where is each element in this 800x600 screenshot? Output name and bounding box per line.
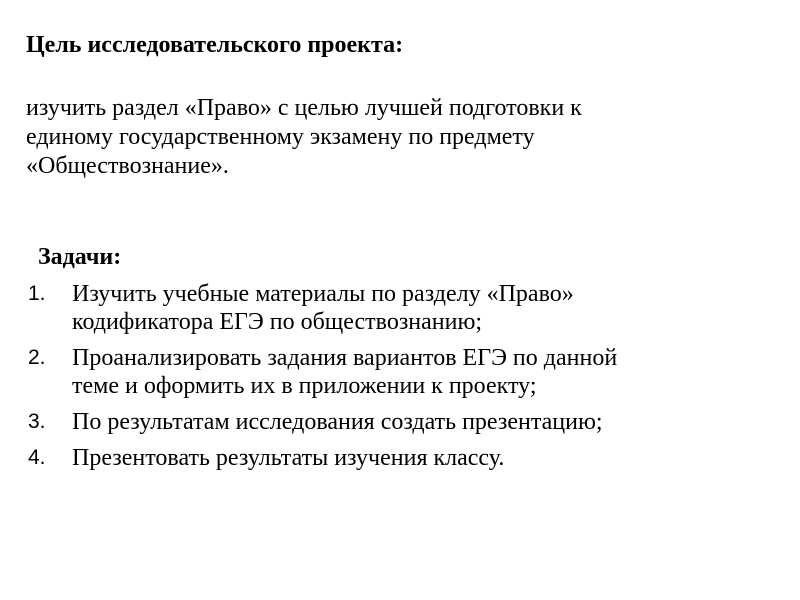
task-text-line: Проанализировать задания вариантов ЕГЭ по данной: [72, 345, 618, 371]
task-text-line: кодификатора ЕГЭ по обществознанию;: [72, 309, 483, 335]
task-number: 2.: [28, 346, 46, 369]
task-item-4: [0, 444, 800, 472]
goal-text: [26, 94, 686, 181]
goal-text-line: единому государственному экзамену по предмету: [26, 124, 535, 150]
task-number: 1.: [28, 282, 46, 305]
task-text-line: Изучить учебные материалы по разделу «Право»: [72, 281, 574, 307]
tasks-title: Задачи:: [38, 244, 122, 270]
task-text-line: Презентовать результаты изучения классу.: [72, 445, 505, 471]
task-item-3: [0, 408, 800, 436]
task-number: 3.: [28, 410, 46, 433]
task-number: 4.: [28, 446, 46, 469]
goal-title: Цель исследовательского проекта:: [26, 32, 404, 58]
goal-text-line: изучить раздел «Право» с целью лучшей подготовки к: [26, 95, 582, 121]
task-text-line: теме и оформить их в приложении к проекту;: [72, 373, 537, 399]
goal-text-line: «Обществознание».: [26, 153, 229, 179]
task-list: [0, 280, 800, 472]
task-item-2: [0, 344, 800, 400]
task-item-1: [0, 280, 800, 336]
task-text-line: По результатам исследования создать презентацию;: [72, 409, 603, 435]
